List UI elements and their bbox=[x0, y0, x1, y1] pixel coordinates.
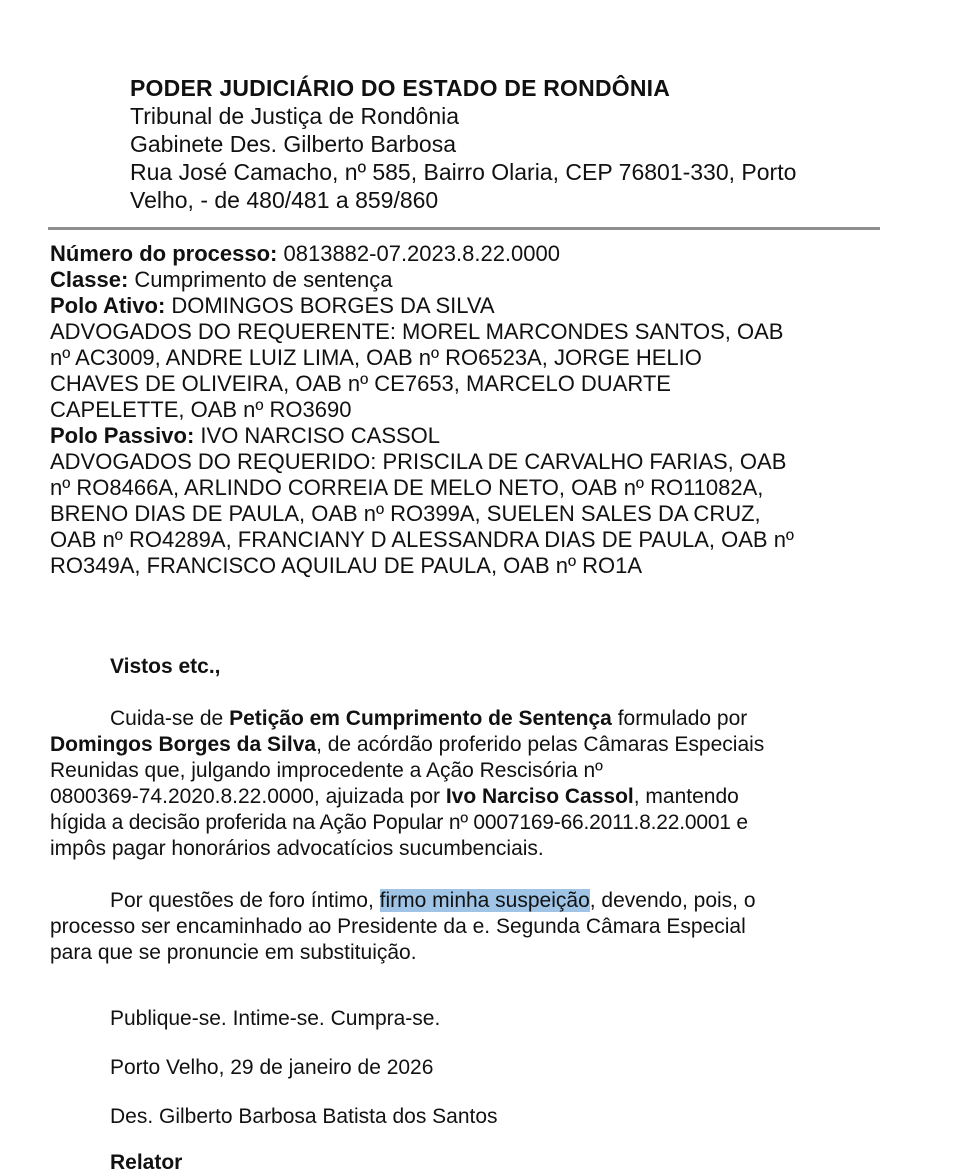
active-lawyers-line: CHAVES DE OLIVEIRA, OAB nº CE7653, MARCELO DUARTE bbox=[50, 371, 671, 396]
process-class-row bbox=[50, 267, 880, 293]
signer-role: Relator bbox=[110, 1151, 183, 1174]
petition-title: Petição em Cumprimento de Sentença bbox=[229, 707, 612, 730]
text-span: , de acórdão proferido pelas Câmaras Especiais bbox=[316, 733, 765, 756]
address-line-2: Velho, - de 480/481 a 859/860 bbox=[130, 187, 439, 213]
petition-line bbox=[50, 784, 880, 810]
passive-lawyers-line: BRENO DIAS DE PAULA, OAB nº RO399A, SUELEN SALES DA CRUZ, bbox=[50, 501, 761, 526]
process-class-label: Classe: bbox=[50, 267, 129, 292]
place-date: Porto Velho, 29 de janeiro de 2026 bbox=[110, 1056, 434, 1079]
tribunal-name: Tribunal de Justiça de Rondônia bbox=[130, 103, 460, 129]
active-party-value: DOMINGOS BORGES DA SILVA bbox=[171, 293, 495, 318]
active-lawyers-line: ADVOGADOS DO REQUERENTE: MOREL MARCONDES SANTOS, OAB bbox=[50, 319, 784, 344]
active-lawyers-line: nº AC3009, ANDRE LUIZ LIMA, OAB nº RO6523A, JORGE HELIO bbox=[50, 345, 702, 370]
text-span: , devendo, pois, o bbox=[589, 889, 756, 912]
cabinet-name: Gabinete Des. Gilberto Barbosa bbox=[130, 131, 457, 157]
text-span: formulado por bbox=[611, 707, 748, 730]
process-info bbox=[50, 241, 880, 579]
passive-lawyers-line: nº RO8466A, ARLINDO CORREIA DE MELO NETO, OAB nº RO11082A, bbox=[50, 475, 764, 500]
paragraph-petition bbox=[50, 706, 880, 862]
party-name: Ivo Narciso Cassol bbox=[445, 785, 634, 808]
petition-line bbox=[50, 732, 880, 758]
text-span: Por questões de foro íntimo, bbox=[110, 889, 380, 912]
active-party-row bbox=[50, 293, 880, 319]
suspicion-line bbox=[50, 888, 880, 914]
petition-line: Reunidas que, julgando improcedente a Ação Rescisória nº bbox=[50, 759, 603, 782]
suspicion-line: processo ser encaminhado ao Presidente da e. Segunda Câmara Especial bbox=[50, 915, 746, 938]
passive-party-value: IVO NARCISO CASSOL bbox=[200, 423, 441, 448]
text-span: 0800369-74.2020.8.22.0000, ajuizada por bbox=[50, 785, 446, 808]
active-party-label: Polo Ativo: bbox=[50, 293, 166, 318]
header-divider bbox=[48, 227, 880, 230]
process-class-value: Cumprimento de sentença bbox=[134, 267, 393, 292]
passive-lawyers-line: OAB nº RO4289A, FRANCIANY D ALESSANDRA DIAS DE PAULA, OAB nº bbox=[50, 527, 794, 552]
text-span: Cuida-se de bbox=[110, 707, 230, 730]
petition-line: impôs pagar honorários advocatícios sucumbenciais. bbox=[50, 837, 544, 860]
address-line-1: Rua José Camacho, nº 585, Bairro Olaria, CEP 76801-330, Porto bbox=[130, 159, 797, 185]
signer-name: Des. Gilberto Barbosa Batista dos Santos bbox=[110, 1105, 498, 1128]
passive-lawyers-line: RO349A, FRANCISCO AQUILAU DE PAULA, OAB nº RO1A bbox=[50, 553, 643, 578]
process-number-row bbox=[50, 241, 880, 267]
opening-line: Vistos etc., bbox=[110, 655, 221, 678]
party-name: Domingos Borges da Silva bbox=[50, 733, 317, 756]
process-number-value: 0813882-07.2023.8.22.0000 bbox=[283, 241, 560, 266]
decision-body bbox=[50, 654, 880, 966]
active-lawyers-line: CAPELETTE, OAB nº RO3690 bbox=[50, 397, 352, 422]
suspicion-line: para que se pronuncie em substituição. bbox=[50, 941, 417, 964]
highlighted-text: firmo minha suspeição bbox=[379, 889, 590, 912]
petition-line: hígida a decisão proferida na Ação Popular nº 0007169-66.2011.8.22.0001 e bbox=[50, 811, 748, 834]
court-name: PODER JUDICIÁRIO DO ESTADO DE RONDÔNIA bbox=[130, 75, 671, 101]
passive-party-label: Polo Passivo: bbox=[50, 423, 195, 448]
document-header bbox=[130, 74, 890, 214]
text-span: , mantendo bbox=[633, 785, 739, 808]
passive-party-row bbox=[50, 423, 880, 449]
petition-line bbox=[50, 706, 880, 732]
passive-lawyers-line: ADVOGADOS DO REQUERIDO: PRISCILA DE CARVALHO FARIAS, OAB bbox=[50, 449, 787, 474]
publish-line: Publique-se. Intime-se. Cumpra-se. bbox=[110, 1007, 441, 1030]
paragraph-suspicion bbox=[50, 888, 880, 966]
process-number-label: Número do processo: bbox=[50, 241, 278, 266]
